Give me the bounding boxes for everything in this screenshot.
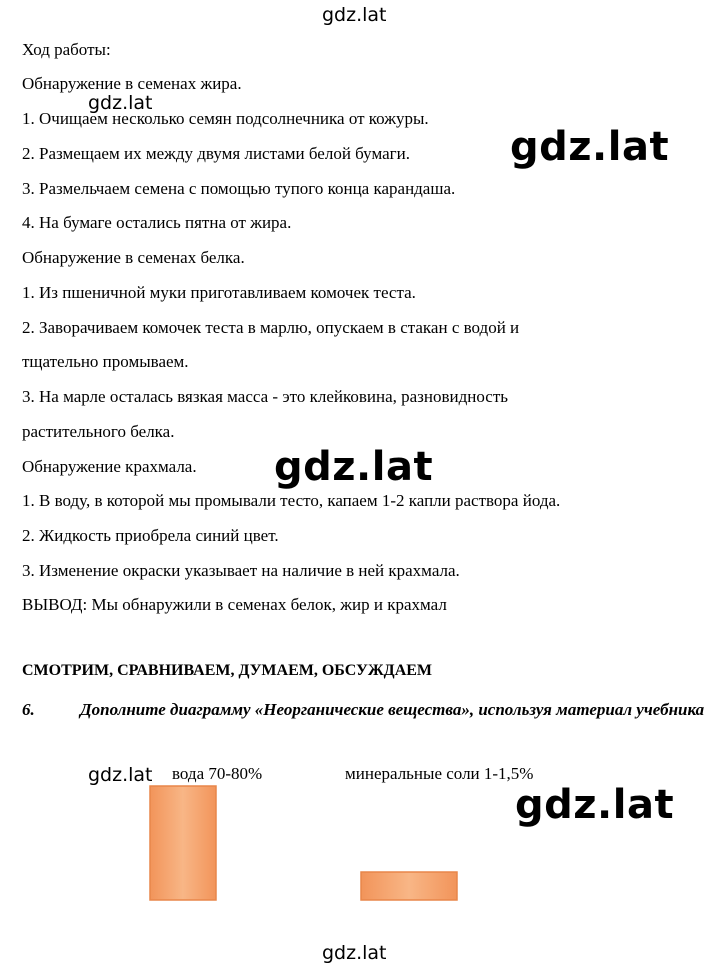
fat-step-4: 4. На бумаге остались пятна от жира. — [22, 213, 292, 232]
bar-label-water: вода 70-80% — [172, 764, 263, 783]
protein-step-2: 2. Заворачиваем комочек теста в марлю, опускаем в стакан с водой и — [22, 318, 520, 337]
watermark-top: gdz.lat — [322, 4, 387, 26]
protein-step-3-cont: растительного белка. — [22, 422, 175, 441]
chart-bar-0 — [150, 786, 216, 900]
protein-step-2-cont: тщательно промываем. — [22, 352, 189, 371]
chart-bar-1 — [361, 872, 457, 900]
starch-step-3: 3. Изменение окраски указывает на наличие в ней крахмала. — [22, 561, 460, 580]
starch-detection-heading: Обнаружение крахмала. — [22, 457, 197, 476]
watermark-big-chart: gdz.lat — [515, 782, 675, 828]
starch-step-2: 2. Жидкость приобрела синий цвет. — [22, 526, 279, 545]
watermark-bottom: gdz.lat — [322, 942, 387, 964]
protein-detection-heading: Обнаружение в семенах белка. — [22, 248, 245, 267]
protein-step-3: 3. На марле осталась вязкая масса - это клейковина, разновидность — [22, 387, 509, 406]
watermark-big-right: gdz.lat — [510, 124, 670, 170]
bar-label-salts: минеральные соли 1-1,5% — [345, 764, 534, 783]
fat-step-1: 1. Очищаем несколько семян подсолнечника от кожуры. — [22, 109, 429, 128]
section-heading: СМОТРИМ, СРАВНИВАЕМ, ДУМАЕМ, ОБСУЖДАЕМ — [22, 662, 433, 679]
fat-step-3: 3. Размельчаем семена с помощью тупого конца карандаша. — [22, 179, 456, 198]
watermark-big-center: gdz.lat — [274, 444, 434, 490]
watermark-small-left: gdz.lat — [88, 92, 153, 114]
task-text-block — [22, 693, 708, 727]
fat-step-2: 2. Размещаем их между двумя листами белой бумаги. — [22, 144, 410, 163]
fat-detection-heading: Обнаружение в семенах жира. — [22, 74, 242, 93]
protein-step-1: 1. Из пшеничной муки приготавливаем комочек теста. — [22, 283, 416, 302]
task-description: Дополните диаграмму «Неорганические вещества», используя материал учебника — [80, 700, 705, 719]
starch-step-1: 1. В воду, в которой мы промывали тесто, капаем 1-2 капли раствора йода. — [22, 491, 561, 510]
task-number: 6. — [22, 700, 35, 719]
watermark-chart-left: gdz.lat — [88, 764, 153, 786]
conclusion: ВЫВОД: Мы обнаружили в семенах белок, жир и крахмал — [22, 595, 447, 614]
inorganic-substances-chart — [0, 770, 720, 910]
work-progress-title: Ход работы: — [22, 40, 111, 59]
